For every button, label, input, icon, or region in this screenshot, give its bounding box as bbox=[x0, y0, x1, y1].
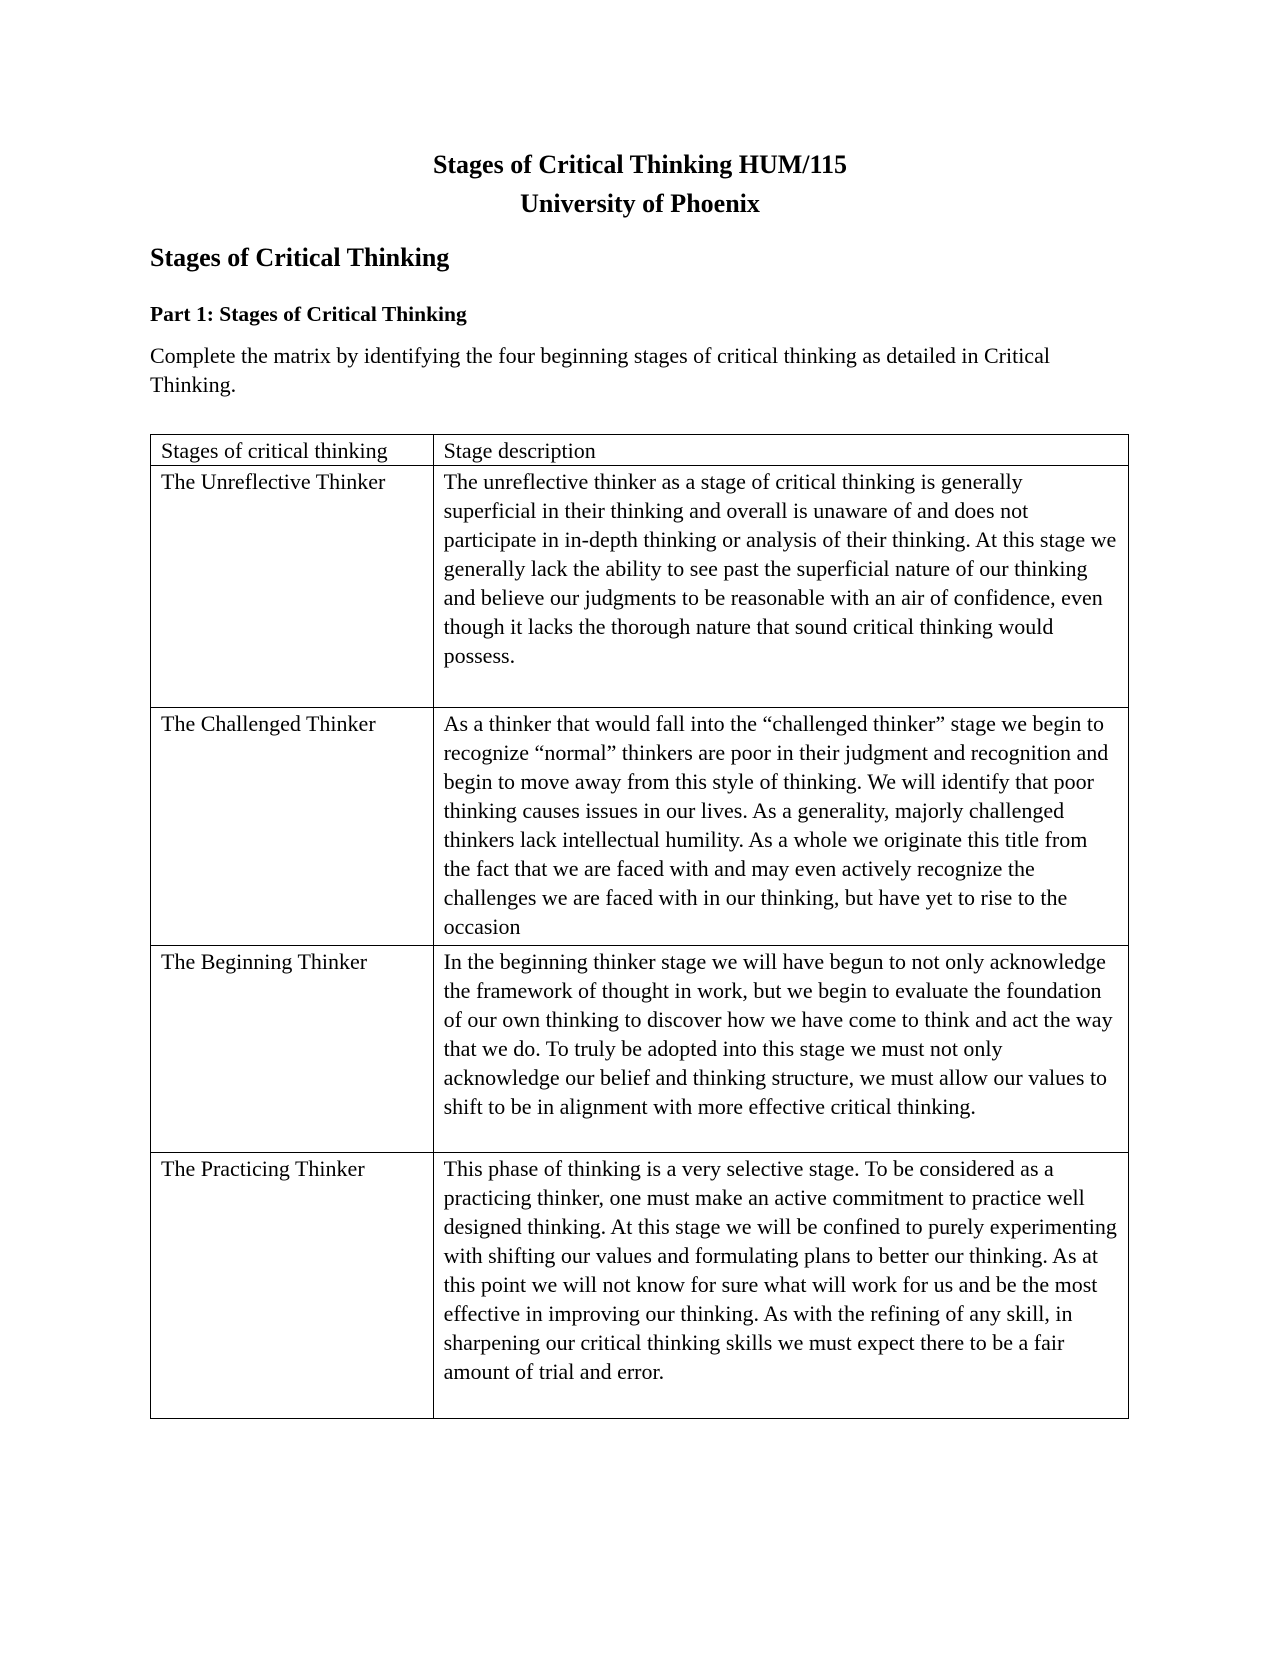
stage-description-cell: This phase of thinking is a very selective stage. To be considered as a practicing thinker, one must make an active commitment to practice well designed thinking. At this stage we will be confined to purely experimenting with shifting our values and formulating plans to better our thinking. As at this point we will not know for sure what will work for us and be the most effective in improving our thinking. As with the refining of any skill, in sharpening our critical thinking skills we must expect there to be a fair amount of trial and error. bbox=[433, 1153, 1128, 1419]
part-heading: Part 1: Stages of Critical Thinking bbox=[150, 302, 467, 326]
stage-description-cell: The unreflective thinker as a stage of critical thinking is generally superficial in their thinking and overall is unaware of and does not participate in in-depth thinking or analysis of their thinking. At this stage we generally lack the ability to see past the superficial nature of our thinking and believe our judgments to be reasonable with an air of confidence, even though it lacks the thorough nature that sound critical thinking would possess. bbox=[433, 466, 1128, 708]
header-description-cell: Stage description bbox=[433, 435, 1128, 466]
stage-description-cell: As a thinker that would fall into the “challenged thinker” stage we begin to recognize “normal” thinkers are poor in their judgment and recognition and begin to move away from this style of thinking. We will identify that poor thinking causes issues in our lives. As a generality, majorly challenged thinkers lack intellectual humility. As a whole we originate this title from the fact that we are faced with and may even actively recognize the challenges we are faced with in our thinking, but have yet to rise to the occasion bbox=[433, 708, 1128, 946]
header-stage-cell: Stages of critical thinking bbox=[151, 435, 434, 466]
instructions-paragraph: Complete the matrix by identifying the four beginning stages of critical thinking as detailed in Critical Thinking. bbox=[150, 343, 1050, 397]
table-row bbox=[151, 466, 1129, 708]
title-line-university: University of Phoenix bbox=[520, 189, 760, 218]
stage-name-cell: The Practicing Thinker bbox=[151, 1153, 434, 1419]
stages-matrix-table bbox=[150, 434, 1129, 1419]
section-heading: Stages of Critical Thinking bbox=[150, 243, 450, 272]
table-row bbox=[151, 1153, 1129, 1419]
stage-name-cell: The Beginning Thinker bbox=[151, 946, 434, 1153]
stage-name-cell: The Unreflective Thinker bbox=[151, 466, 434, 708]
document-page bbox=[150, 145, 1130, 1419]
table-row bbox=[151, 708, 1129, 946]
table-row bbox=[151, 946, 1129, 1153]
title-line-course: Stages of Critical Thinking HUM/115 bbox=[432, 150, 848, 179]
table-header-row bbox=[151, 435, 1129, 466]
stage-name-cell: The Challenged Thinker bbox=[151, 708, 434, 946]
stage-description-cell: In the beginning thinker stage we will have begun to not only acknowledge the framework of thought in work, but we begin to evaluate the foundation of our own thinking to discover how we have come to think and act the way that we do. To truly be adopted into this stage we must not only acknowledge our belief and thinking structure, we must allow our values to shift to be in alignment with more effective critical thinking. bbox=[433, 946, 1128, 1153]
document-title bbox=[150, 145, 1130, 223]
